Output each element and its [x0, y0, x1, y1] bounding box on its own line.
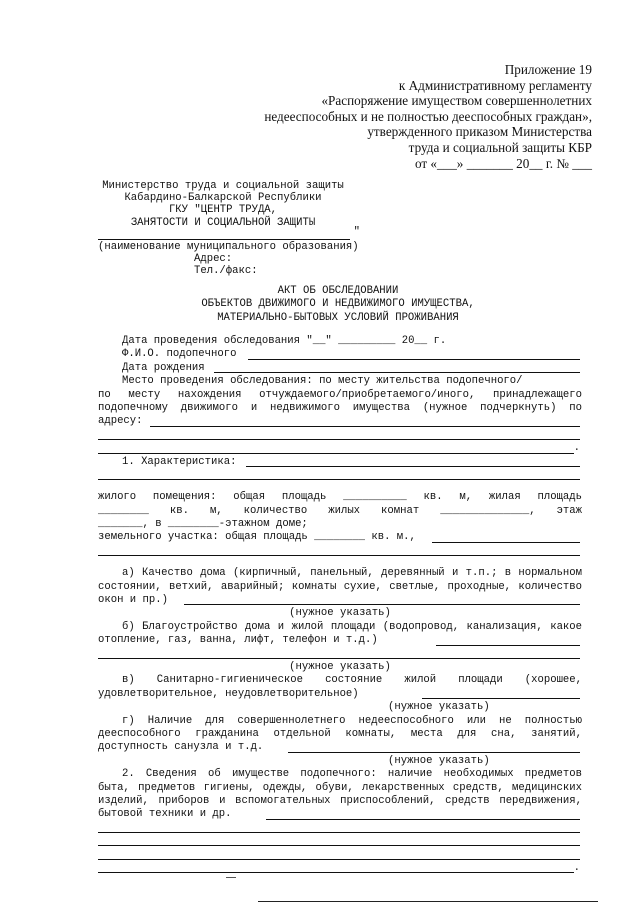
page-mark	[226, 877, 236, 878]
sanitary-hint: (нужное указать)	[388, 701, 490, 714]
appendix-regulation-title-2: недееспособных и не полностью дееспособных граждан»,	[264, 108, 592, 124]
room-label: доступность санузла и т.д.	[98, 741, 264, 754]
org-address: Адрес:	[194, 253, 233, 266]
property-field-line-2	[98, 822, 582, 835]
org-ministry: Министерство труда и социальной защиты	[102, 180, 344, 192]
characteristic-field[interactable]	[246, 466, 580, 467]
date-survey-line: Дата проведения обследования "__" _________ 20__ г.	[122, 335, 447, 347]
room-hint: (нужное указать)	[388, 754, 490, 767]
amenities-field-line-2	[98, 648, 582, 661]
org-municipality-underline	[98, 239, 350, 240]
amenities-line-2	[98, 634, 582, 647]
address-field[interactable]	[150, 426, 580, 427]
appendix-regulation-title-1: «Распоряжение имуществом совершеннолетних	[321, 93, 592, 109]
title-line-3: МАТЕРИАЛЬНО-БЫТОВЫХ УСЛОВИЙ ПРОЖИВАНИЯ	[217, 311, 459, 324]
org-republic: Кабардино-Балкарской Республики	[124, 192, 322, 205]
property-field-line-3	[98, 835, 582, 848]
property-label: бытовой техники и др.	[98, 808, 232, 821]
living-line-2: ________ кв. м, количество жилых комнат ______________, этаж	[98, 504, 582, 517]
organization-block	[98, 180, 398, 278]
birth-field[interactable]	[214, 372, 580, 373]
quality-field[interactable]	[184, 604, 580, 605]
org-center-2: ЗАНЯТОСТИ И СОЦИАЛЬНОЙ ЗАЩИТЫ	[130, 216, 316, 229]
amenities-field[interactable]	[436, 645, 580, 646]
appendix-number: Приложение 19	[504, 62, 592, 77]
quality-line-2: состоянии, ветхий, аварийный; комнаты сухие, светлые, проходные, количество	[98, 580, 582, 593]
characteristic-field-line-2	[98, 469, 582, 482]
property-field-line-5	[98, 862, 582, 875]
place-line-2: по месту нахождения отчуждаемого/приобретаемого/иного, принадлежащего	[98, 388, 582, 401]
page-bottom-rule	[258, 901, 598, 902]
quality-label: окон и пр.)	[98, 594, 168, 607]
appendix-block	[172, 62, 592, 171]
survey-form	[98, 335, 582, 875]
fio-field[interactable]	[248, 359, 580, 360]
org-center-1: ГКУ "ЦЕНТР ТРУДА,	[168, 204, 278, 217]
place-line-4	[98, 415, 582, 428]
property-line-4	[98, 808, 582, 821]
fio-label: Ф.И.О. подопечного	[122, 348, 237, 361]
title-line-1: АКТ ОБ ОБСЛЕДОВАНИИ	[277, 285, 399, 297]
property-field-line-4	[98, 848, 582, 861]
amenities-label: отопление, газ, ванна, лифт, телефон и т.д.)	[98, 634, 378, 647]
room-line-3	[98, 741, 582, 754]
document-title	[98, 285, 578, 325]
property-field-5[interactable]	[98, 872, 574, 873]
characteristic-field-2[interactable]	[98, 479, 580, 480]
living-line-3: _______, в ________-этажном доме;	[98, 518, 308, 531]
amenities-hint: (нужное указать)	[289, 660, 391, 673]
living-line-1: жилого помещения: общая площадь __________ кв. м, жилая площадь	[98, 491, 582, 504]
land-label: земельного участка: общая площадь ________ кв. м.,	[98, 531, 416, 544]
quality-hint: (нужное указать)	[289, 607, 391, 620]
property-end-dot: .	[573, 861, 580, 874]
amenities-field-2[interactable]	[98, 658, 580, 659]
land-line	[98, 531, 582, 544]
sanitary-field[interactable]	[422, 698, 580, 699]
characteristic-label: 1. Характеристика:	[122, 455, 237, 468]
birth-line	[98, 362, 582, 375]
property-line-2: быта, предметов гигиены, одежды, обуви, лекарственных средств, медицинских	[98, 781, 582, 794]
land-field[interactable]	[432, 542, 580, 543]
amenities-line-1: б) Благоустройство дома и жилой площади (водопровод, канализация, какое	[122, 620, 582, 633]
address-end-dot: .	[573, 442, 580, 455]
sanitary-line-1: в) Санитарно-гигиеническое состояние жилой площади (хорошее,	[122, 674, 582, 687]
org-quote: "	[353, 225, 360, 238]
appendix-ministry: труда и социальной защиты КБР	[408, 139, 592, 155]
address-field-line-2	[98, 429, 582, 442]
land-field-2[interactable]	[98, 555, 580, 556]
sanitary-line-2	[98, 688, 582, 701]
property-field-3[interactable]	[98, 845, 580, 846]
org-municipality-hint: (наименование муниципального образования)	[98, 241, 359, 253]
land-field-line-2	[98, 545, 582, 558]
property-field-2[interactable]	[98, 832, 580, 833]
appendix-date-number: от «___» _______ 20__ г. № ___	[414, 155, 592, 171]
address-field-line-3	[98, 442, 582, 455]
place-line-1: Место проведения обследования: по месту жительства подопечного/	[122, 375, 523, 388]
place-line-3: подопечному движимого и недвижимого имущества (нужное подчеркнуть) по	[98, 401, 582, 414]
quality-line-3	[98, 594, 582, 607]
appendix-order: утвержденного приказом Министерства	[367, 124, 592, 140]
property-line-3: изделий, приборов и вспомогательных приспособлений, средств передвижения,	[98, 794, 582, 807]
characteristic-line	[98, 456, 582, 469]
property-line-1: 2. Сведения об имуществе подопечного: наличие необходимых предметов	[122, 768, 582, 781]
address-field-3[interactable]	[98, 453, 574, 454]
fio-line	[98, 348, 582, 361]
title-line-2: ОБЪЕКТОВ ДВИЖИМОГО И НЕДВИЖИМОГО ИМУЩЕСТВА,	[201, 298, 475, 311]
org-phone: Тел./факс:	[194, 265, 258, 278]
quality-line-1: а) Качество дома (кирпичный, панельный, деревянный и т.п.; в нормальном	[122, 567, 582, 580]
appendix-regulation: к Административному регламенту	[398, 77, 592, 93]
address-field-2[interactable]	[98, 439, 580, 440]
sanitary-label: удовлетворительное, неудовлетворительное)	[98, 687, 359, 700]
address-label: адресу:	[98, 415, 143, 428]
birth-label: Дата рождения	[122, 361, 205, 374]
property-field-4[interactable]	[98, 859, 580, 860]
org-municipality-line	[98, 225, 360, 241]
room-line-1: г) Наличие для совершеннолетнего недееспособного или не полностью	[122, 714, 582, 727]
room-line-2: дееспособного гражданина отдельной комнаты, места для сна, занятий,	[98, 727, 582, 740]
property-field[interactable]	[266, 819, 580, 820]
room-field[interactable]	[288, 752, 580, 753]
